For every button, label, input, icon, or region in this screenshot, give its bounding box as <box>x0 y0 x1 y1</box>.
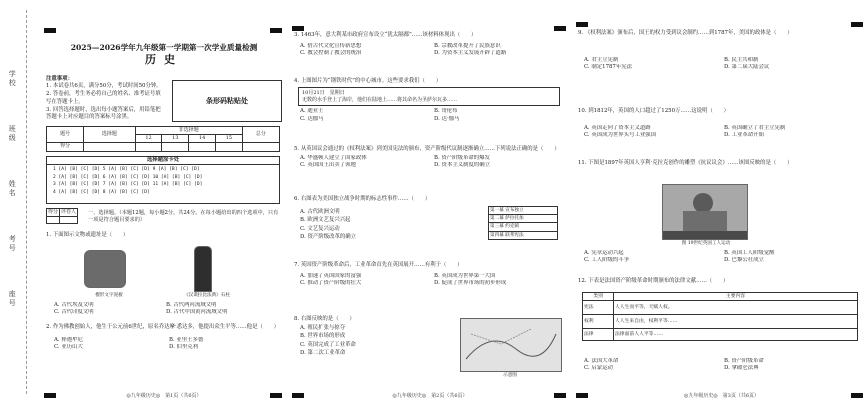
law-table-cell: 宪法 <box>583 301 614 315</box>
option-a[interactable]: A. 殖民扩张与掠夺 <box>300 325 346 332</box>
question-text: 4. 上图图片为“钢铁时代”的中心城市。这些要求我们（ ） <box>294 78 442 84</box>
option-c[interactable]: C. 英国完成了工业革命 <box>300 341 356 348</box>
option-d[interactable]: D. 第二届大陆会议 <box>724 64 770 71</box>
option-b[interactable]: B. 古代两河流域文明 <box>166 302 217 308</box>
question-11 <box>578 160 860 168</box>
option-c[interactable]: C. 英国国王出卖了领地 <box>300 162 356 169</box>
notice-line: 2. 答卷前，考生务必将自己的姓名、准考证号填写在答题卡上。 <box>46 91 161 105</box>
question-8 <box>294 316 444 358</box>
grader-label: 得分 <box>48 209 59 215</box>
image-caption: 示意图 <box>503 373 517 378</box>
grader-cell[interactable] <box>47 217 60 224</box>
option-b[interactable]: B. 英国工人阶级觉醒 <box>724 250 775 256</box>
option-a[interactable]: A. 华盛顿人建立了国家政体 <box>300 155 367 162</box>
exam-title: 2025—2026学年九年级第一学期第一次学业质量检测 <box>70 43 258 52</box>
question-4 <box>294 78 564 123</box>
label-seat-no: 座号 <box>8 290 17 308</box>
score-cell[interactable] <box>242 143 279 151</box>
option-a[interactable]: A. 古代埃及文明 <box>54 302 94 308</box>
answer-row[interactable]: 1 [A] [B] [C] [D] 5 [A] [B] [C] [D] 9 [A] [B] [C] [D] <box>53 167 200 173</box>
score-table-header: 题号 <box>47 127 84 143</box>
score-cell[interactable] <box>84 143 135 151</box>
law-table-cell: 法律 <box>583 329 614 341</box>
registration-mark <box>44 393 56 398</box>
option-d[interactable]: D. 巴黎公社成立 <box>724 257 764 264</box>
option-a[interactable]: A. 君主立宪制 <box>584 57 619 64</box>
score-cell[interactable] <box>135 143 162 151</box>
option-a[interactable]: A. 英国走向了资本主义道路 <box>584 125 651 132</box>
question-text: 10. 到1812年，英国的人口超过了1250万……这说明（ ） <box>578 108 729 114</box>
option-d[interactable]: D. 促成了世界市场的初步形成 <box>434 280 507 287</box>
question-2 <box>46 324 280 352</box>
question-5 <box>294 146 564 170</box>
label-name: 姓名 <box>8 180 17 198</box>
binding-margin <box>0 0 44 404</box>
grader-cell[interactable] <box>60 217 78 224</box>
option-c[interactable]: C. 推动了资产阶级的壮大 <box>300 280 362 287</box>
grader-label: 评卷人 <box>61 209 77 215</box>
option-b[interactable]: B. 宗教改革提升了民族意识 <box>434 43 501 50</box>
question-12-options <box>584 358 860 372</box>
score-cell[interactable] <box>216 143 243 151</box>
page-1 <box>44 0 284 404</box>
option-b[interactable]: B. 民主共和制 <box>724 57 759 64</box>
registration-mark <box>44 28 56 33</box>
drama-table <box>488 206 558 240</box>
label-school: 学校 <box>8 70 17 88</box>
answer-row[interactable]: 4 [A] [B] [C] [D] 8 [A] [B] [C] [D] <box>53 189 150 195</box>
notice-line: 1. 本试卷共6页，满分50分，考试时间50分钟。 <box>46 83 162 90</box>
drama-row: 第二幕 萨拉托加 <box>489 215 558 223</box>
option-a[interactable]: A. 法国大革命 <box>584 358 619 364</box>
question-10 <box>578 108 860 140</box>
option-b[interactable]: B. 哥伦布 <box>434 108 458 115</box>
question-text: 6. 右图表为美国独立战争时期的标志性事件……（ ） <box>294 196 431 202</box>
question-1-options <box>54 302 274 316</box>
option-d[interactable]: D. 伯里克利 <box>169 344 199 351</box>
question-text: 3. 1463年，意大利某市政府宣布设立“犹太隔都”……该材料体现出（ ） <box>294 32 477 38</box>
question-text: 5. 从英国议会通过的《权利法案》到美国宪法的颁布，资产阶级代议制逐渐确立……下列说法正确的是（ ） <box>294 146 560 152</box>
option-b[interactable]: B. 英国成为世界第一大国 <box>434 273 496 280</box>
score-table <box>46 126 280 152</box>
registration-mark <box>851 22 863 27</box>
answer-row[interactable]: 2 [A] [B] [C] [D] 6 [A] [B] [C] [D] 10 [A] [B] [C] [D] <box>53 174 203 180</box>
question-12 <box>578 278 860 286</box>
question-6 <box>294 196 454 242</box>
law-table-cell: 人人生而平等，天赋人权。 <box>614 301 858 315</box>
option-d[interactable]: D. 工业革命开始 <box>724 132 764 139</box>
registration-mark <box>554 26 566 31</box>
option-c[interactable]: C. 制定1787年宪法 <box>584 64 633 71</box>
score-table-header: 选择题 <box>84 127 135 143</box>
grader-box <box>46 208 78 224</box>
cut-line <box>26 10 27 394</box>
page-footer: ◎九年级历史◎ 第1页（共6页） <box>126 392 202 399</box>
option-d[interactable]: D. 古代中国黄河流域文明 <box>166 309 228 316</box>
option-d[interactable]: D. 资本主义制度的确立 <box>434 162 491 169</box>
law-table-cell: 人人生来自由，权利平等…… <box>614 315 858 329</box>
option-c[interactable]: C. 达伽马 <box>300 115 324 122</box>
option-c[interactable]: C. 教会控制了教会的统治 <box>300 50 362 57</box>
notice-heading: 注意事项： <box>46 76 73 82</box>
option-b[interactable]: B. 欧洲文艺复兴兴起 <box>300 217 351 224</box>
answer-card-title: 选择题涂卡处 <box>47 157 279 165</box>
option-d[interactable]: D. 为资本主义发展开辟了道路 <box>434 50 507 57</box>
option-a[interactable]: A. 迪亚士 <box>300 108 324 115</box>
notice-block <box>46 76 166 122</box>
page-footer: ◎九年级历史◎ 第3页（共6页） <box>683 392 760 399</box>
question-text: 2. 作为佛教创始人，他生于公元前6世纪，原名乔达摩·悉达多，他提出众生平等……他是（ ） <box>46 324 280 330</box>
score-table-sub: 14 <box>189 135 216 143</box>
option-b[interactable]: B. 亚里士多德 <box>169 337 204 344</box>
page-2 <box>292 0 568 404</box>
score-table-header: 非选择题 <box>135 127 242 135</box>
option-a[interactable]: A. 宪章运动兴起 <box>584 250 624 256</box>
law-table-cell: 权利 <box>583 315 614 329</box>
drama-row: 第三幕 约克镇 <box>489 223 558 231</box>
option-b[interactable]: B. 英国确立了君主立宪制 <box>724 125 786 132</box>
score-table-header: 总分 <box>242 127 279 143</box>
option-a[interactable]: A. 古代欧洲文明 <box>300 209 340 216</box>
score-cell[interactable] <box>162 143 189 151</box>
score-row-label: 得分 <box>47 143 84 151</box>
drama-row: 第四幕 联邦宪法 <box>489 231 558 239</box>
option-c[interactable]: C. 英国成为世界头号工业强国 <box>584 132 657 139</box>
option-c[interactable]: C. 亚历山大 <box>54 344 83 351</box>
question-7 <box>294 262 564 288</box>
option-b[interactable]: B. 资产阶级革命 <box>724 358 764 364</box>
notice-line: 3. 回答选择题时，选出每小题答案后，用铅笔把答题卡上对应题目的答案标号涂黑。 <box>46 106 161 121</box>
clay-tablet-image <box>84 250 126 288</box>
question-9 <box>578 30 860 72</box>
question-text: 8. 右图反映的是（ ） <box>294 316 355 322</box>
question-text: 1. 下面图示文物或遗址是（ ） <box>46 232 129 238</box>
question-text: 9. 《权利法案》颁布后，国王的权力受到议会制约……到1787年，美国的政体是（ ） <box>578 30 793 36</box>
quote-heading: 10月21日 星期日 <box>302 90 345 97</box>
registration-mark <box>851 393 863 398</box>
drama-row: 第一幕 宣布独立 <box>489 207 558 215</box>
map-sketch <box>461 319 561 371</box>
option-d[interactable]: D. 第二次工业革命 <box>300 349 346 356</box>
quote-box <box>298 87 560 106</box>
barcode-label: 条形码粘贴处 <box>206 96 248 106</box>
option-c[interactable]: C. 文艺复兴运动 <box>300 225 340 232</box>
registration-mark <box>292 393 304 398</box>
section-heading: 一、选择题。（本题12题，每小题2分，共24分。在每小题给出的四个选项中，只有一项是符合题目要求的） <box>88 210 279 224</box>
sculpture-sketch <box>663 185 747 239</box>
law-table-header: 类别 <box>583 293 614 301</box>
option-b[interactable]: B. 世界市场的形成 <box>300 333 346 340</box>
question-text: 7. 英国资产阶级革命后，工业革命首先在英国展开……有利于（ ） <box>294 262 463 268</box>
score-cell[interactable] <box>189 143 216 151</box>
question-3 <box>294 32 564 58</box>
option-c[interactable]: C. 启蒙运动 <box>584 365 613 372</box>
registration-mark <box>576 393 588 398</box>
label-exam-no: 考号 <box>8 235 17 253</box>
registration-mark <box>292 26 304 31</box>
score-table-sub: 12 <box>135 135 162 143</box>
image-caption: 《汉谟拉比法典》石柱 <box>184 293 230 298</box>
image-caption: 楔形文字泥板 <box>95 293 123 298</box>
trade-map-image <box>460 318 562 372</box>
label-class: 班级 <box>8 125 17 143</box>
registration-mark <box>576 22 588 27</box>
option-c[interactable]: C. 工人阶级的斗争 <box>584 257 630 264</box>
question-text: 12. 下表是法国资产阶级革命时期颁布的法律文献……（ ） <box>578 278 729 284</box>
stele-image <box>194 246 212 292</box>
sculpture-image <box>662 184 748 240</box>
question-11-options <box>584 250 860 264</box>
law-table <box>582 292 858 341</box>
registration-mark <box>554 393 566 398</box>
answer-row[interactable]: 3 [A] [B] [C] [D] 7 [A] [B] [C] [D] 11 [A] [B] [C] [D] <box>53 182 203 188</box>
option-b[interactable]: B. 资产阶级革命的爆发 <box>434 155 490 162</box>
answer-card <box>46 156 280 204</box>
option-a[interactable]: A. 借古代文化宣传新思想 <box>300 43 362 50</box>
registration-mark <box>270 28 282 33</box>
image-caption: 图 19世纪英国工人运动 <box>681 241 731 246</box>
score-table-sub: 15 <box>216 135 243 143</box>
page-3 <box>576 0 867 404</box>
law-table-cell: 法律面前人人平等…… <box>614 329 858 341</box>
barcode-area <box>172 80 282 122</box>
law-table-header: 主要内容 <box>614 293 858 301</box>
question-text: 11. 下图是1897年英国人亨利·克拉克创作的雕塑《抗议议会》……该图反映的是（ ） <box>578 160 793 166</box>
option-d[interactable]: D. 资产阶级改革的确立 <box>300 233 357 240</box>
question-1 <box>46 232 280 240</box>
option-c[interactable]: C. 古代印度文明 <box>54 309 94 316</box>
page-footer: ◎九年级历史◎ 第2页（共6页） <box>392 392 468 399</box>
registration-mark <box>270 393 282 398</box>
score-table-sub: 13 <box>162 135 189 143</box>
option-d[interactable]: D. 拿破仑法典 <box>724 365 759 372</box>
option-a[interactable]: A. 加速了英国国家的富强 <box>300 273 362 280</box>
option-d[interactable]: D. 达·伽马 <box>434 115 460 122</box>
option-a[interactable]: A. 释迦牟尼 <box>54 337 83 344</box>
quote-text: 无数的水手登上了海岸，他们在陆地上……将其命名为圣萨尔瓦多…… <box>302 96 458 103</box>
subject-title: 历史 <box>145 53 183 66</box>
